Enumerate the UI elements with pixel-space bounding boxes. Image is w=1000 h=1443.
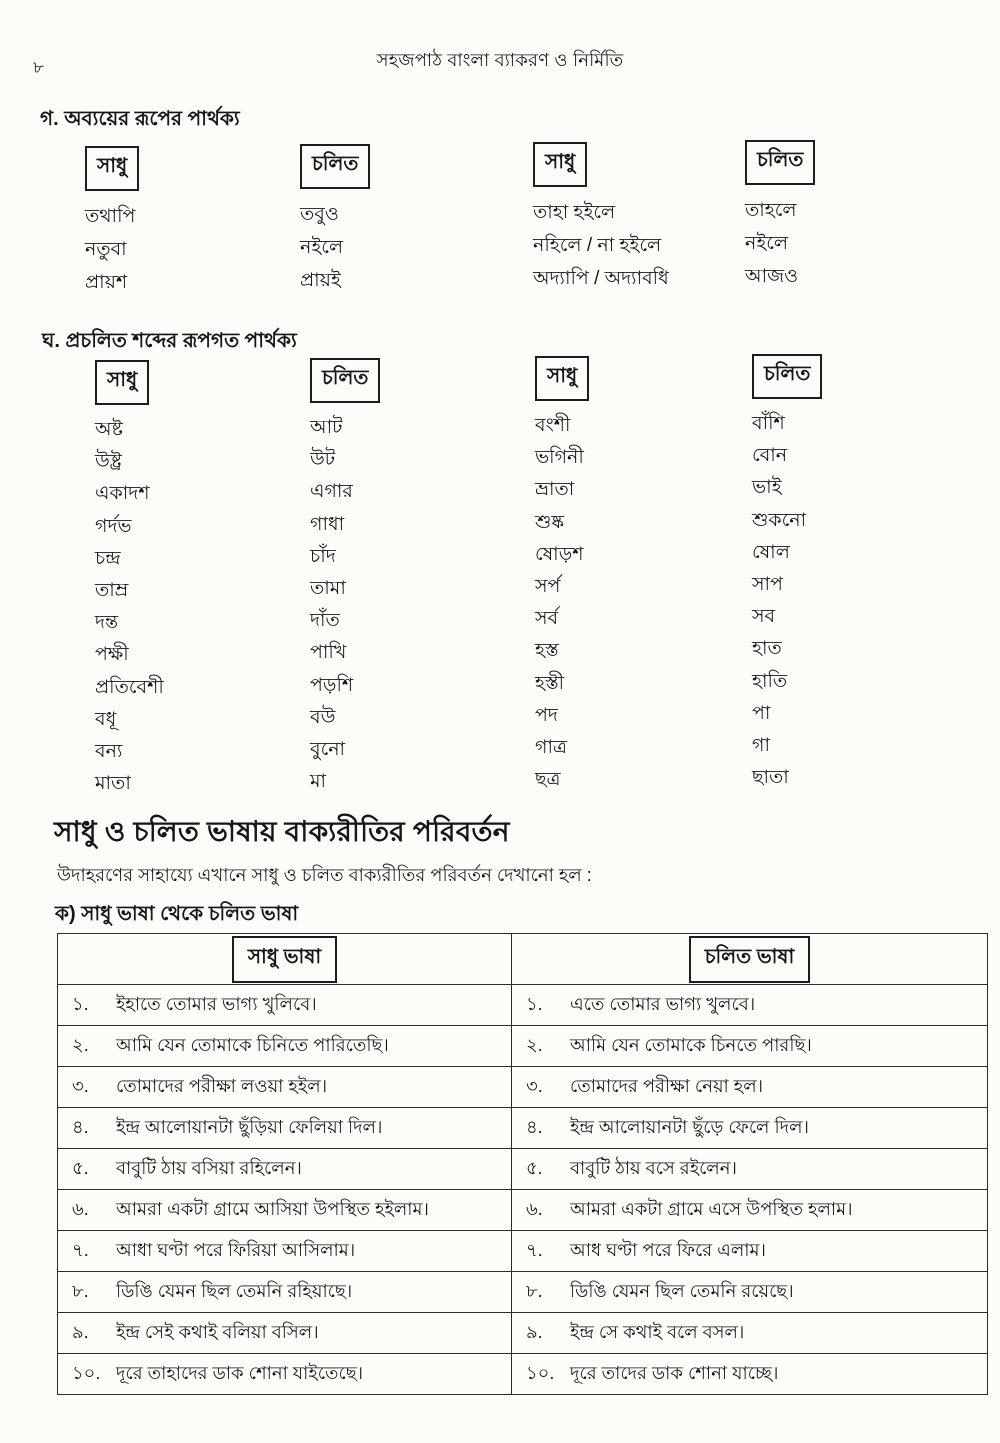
row-number: ৪. <box>72 1116 89 1137</box>
sadhu-box-label: সাধু <box>85 146 139 191</box>
cholit-sentence: ইন্দ্র আলোয়ানটা ছুঁড়ে ফেলে দিল। <box>570 1116 809 1137</box>
ga-group2-sadhu-column <box>533 142 669 295</box>
row-number: ১০. <box>526 1362 555 1383</box>
sadhu-sentence: বাবুটি ঠায় বসিয়া রহিলেন। <box>116 1157 302 1178</box>
cholit-box-label: চলিত <box>310 358 380 403</box>
table-row <box>58 1026 988 1067</box>
cholit-sentence: ডিঙি যেমন ছিল তেমনি রয়েছে। <box>570 1280 794 1301</box>
table-row <box>58 1231 988 1272</box>
row-number: ১০. <box>72 1362 101 1383</box>
word-item: বাঁশি <box>752 413 785 434</box>
word-item: পা <box>752 702 771 724</box>
word-item: ষোল <box>752 541 790 563</box>
word-item: তথাপি <box>85 206 136 227</box>
word-item: গাত্র <box>535 737 567 759</box>
gha-group1-sadhu-column <box>95 360 164 800</box>
table-header-row <box>58 934 988 985</box>
word-item: প্রতিবেশী <box>95 676 164 698</box>
row-number: ৯. <box>526 1321 543 1342</box>
conversion-heading: সাধু ও চলিত ভাষায় বাক্যরীতির পরিবর্তন <box>54 816 510 847</box>
word-item: অষ্ট <box>95 419 123 440</box>
word-item: ষোড়শ <box>535 543 584 565</box>
sadhu-sentence: তোমাদের পরীক্ষা লওয়া হইল। <box>116 1075 328 1096</box>
word-item: চন্দ্র <box>95 547 121 569</box>
sadhu-column-header: সাধু ভাষা <box>232 936 337 983</box>
row-number: ৫. <box>72 1157 89 1178</box>
table-row <box>58 1108 988 1149</box>
table-row <box>58 1067 988 1108</box>
row-number: ৮. <box>526 1280 543 1301</box>
word-item: মাতা <box>95 773 131 795</box>
ga-group2-cholit-column <box>745 140 815 293</box>
word-item: গাধা <box>310 513 345 535</box>
gha-group1-cholit-column <box>310 358 380 798</box>
section-ga-heading: গ. অব্যয়ের রূপের পার্থক্য <box>40 108 240 130</box>
word-item: শুষ্ক <box>535 511 565 533</box>
cholit-sentence: এতে তোমার ভাগ্য খুলবে। <box>570 993 756 1014</box>
row-number: ৮. <box>72 1280 89 1301</box>
table-row <box>58 1149 988 1190</box>
table-row <box>58 1313 988 1354</box>
word-item: শুকনো <box>752 509 807 531</box>
sadhu-sentence: ইন্দ্র সেই কথাই বলিয়া বসিল। <box>116 1321 319 1342</box>
word-item: মা <box>310 771 327 793</box>
word-item: তবুও <box>300 204 339 225</box>
row-number: ১. <box>526 993 543 1014</box>
cholit-sentence: তোমাদের পরীক্ষা নেয়া হল। <box>570 1075 764 1096</box>
word-item: সব <box>752 606 776 628</box>
cholit-sentence: বাবুটি ঠায় বসে রইলেন। <box>570 1157 737 1178</box>
sadhu-sentence: আমি যেন তোমাকে চিনিতে পারিতেছি। <box>116 1034 389 1055</box>
word-item: হাত <box>752 638 782 660</box>
sadhu-box-label: সাধু <box>95 360 149 405</box>
row-number: ৩. <box>72 1075 89 1096</box>
sadhu-sentence: আধা ঘণ্টা পরে ফিরিয়া আসিলাম। <box>116 1239 356 1260</box>
word-item: প্রায়শ <box>85 272 128 293</box>
word-item: পাখি <box>310 642 347 664</box>
word-item: বন্য <box>95 741 123 763</box>
word-item: নইলে <box>745 233 789 254</box>
word-item: অদ্যাপি / অদ্যাবধি <box>533 268 669 289</box>
cholit-sentence: আধ ঘণ্টা পরে ফিরে এলাম। <box>570 1239 766 1260</box>
row-number: ৭. <box>72 1239 89 1260</box>
word-item: ভগিনী <box>535 447 584 469</box>
table-row <box>58 985 988 1026</box>
word-item: নতুবা <box>85 239 127 260</box>
word-item: নহিলে / না হইলে <box>533 235 662 256</box>
word-item: পদ <box>535 704 558 726</box>
word-item: আজও <box>745 266 799 287</box>
word-item: ভ্রাতা <box>535 479 575 501</box>
ga-group1-cholit-column <box>300 144 370 297</box>
row-number: ৯. <box>72 1321 89 1342</box>
word-item: দন্ত <box>95 612 119 634</box>
sadhu-sentence: ইহাতে তোমার ভাগ্য খুলিবে। <box>116 993 317 1014</box>
word-item: আট <box>310 417 343 438</box>
cholit-box-label: চলিত <box>745 140 815 185</box>
word-item: তামা <box>310 578 346 600</box>
page-number: ৮ <box>33 58 45 77</box>
row-number: ৩. <box>526 1075 543 1096</box>
row-number: ৬. <box>72 1198 89 1219</box>
word-item: তাম্র <box>95 580 129 602</box>
sadhu-sentence: আমরা একটা গ্রামে আসিয়া উপস্থিত হইলাম। <box>116 1198 429 1219</box>
word-item: বুনো <box>310 739 346 761</box>
word-item: হস্তী <box>535 672 565 694</box>
row-number: ৬. <box>526 1198 543 1219</box>
ga-group1-sadhu-column <box>85 146 139 299</box>
conversion-subheading: ক) সাধু ভাষা থেকে চলিত ভাষা <box>55 903 299 925</box>
word-item: ছাতা <box>752 767 789 789</box>
section-gha-heading: ঘ. প্রচলিত শব্দের রূপগত পার্থক্য <box>42 330 297 352</box>
cholit-sentence: আমি যেন তোমাকে চিনতে পারছি। <box>570 1034 812 1055</box>
row-number: ১. <box>72 993 89 1014</box>
row-number: ৪. <box>526 1116 543 1137</box>
table-row <box>58 1272 988 1313</box>
sadhu-box-label: সাধু <box>533 142 587 187</box>
sadhu-sentence: ডিঙি যেমন ছিল তেমনি রহিয়াছে। <box>116 1280 353 1301</box>
cholit-sentence: দূরে তাদের ডাক শোনা যাচ্ছে। <box>570 1362 779 1383</box>
word-item: এগার <box>310 481 353 503</box>
word-item: হাতি <box>752 670 788 692</box>
cholit-sentence: আমরা একটা গ্রামে এসে উপস্থিত হলাম। <box>570 1198 853 1219</box>
cholit-box-label: চলিত <box>300 144 370 189</box>
word-item: দাঁত <box>310 610 340 632</box>
word-item: সাপ <box>752 574 783 596</box>
row-number: ২. <box>526 1034 543 1055</box>
word-item: উট <box>310 449 336 471</box>
sadhu-sentence: ইন্দ্র আলোয়ানটা ছুঁড়িয়া ফেলিয়া দিল। <box>116 1116 383 1137</box>
word-item: নইলে <box>300 237 344 258</box>
word-item: বোন <box>752 445 788 467</box>
cholit-sentence: ইন্দ্র সে কথাই বলে বসল। <box>570 1321 745 1342</box>
word-item: উষ্ট্র <box>95 451 122 473</box>
word-item: একাদশ <box>95 483 150 505</box>
sadhu-box-label: সাধু <box>535 356 589 401</box>
conversion-table <box>57 933 988 1395</box>
book-title: সহজপাঠ বাংলা ব্যাকরণ ও নির্মিতি <box>376 50 624 70</box>
word-item: গা <box>752 735 770 757</box>
word-item: বংশী <box>535 415 571 436</box>
word-item: হস্ত <box>535 640 559 662</box>
row-number: ২. <box>72 1034 89 1055</box>
word-item: ছত্র <box>535 769 561 791</box>
cholit-box-label: চলিত <box>752 354 822 399</box>
word-item: বউ <box>310 706 336 728</box>
word-item: সর্প <box>535 576 561 598</box>
word-item: পক্ষী <box>95 644 129 666</box>
word-item: বধূ <box>95 708 117 730</box>
table-row <box>58 1354 988 1395</box>
gha-group2-cholit-column <box>752 354 822 794</box>
gha-group2-sadhu-column <box>535 356 589 796</box>
sadhu-sentence: দূরে তাহাদের ডাক শোনা যাইতেছে। <box>116 1362 364 1383</box>
word-item: তাহা হইলে <box>533 202 616 223</box>
cholit-column-header: চলিত ভাষা <box>689 936 811 983</box>
row-number: ৫. <box>526 1157 543 1178</box>
word-item: পড়শি <box>310 674 354 696</box>
word-item: তাহলে <box>745 200 797 221</box>
word-item: প্রায়ই <box>300 270 341 291</box>
word-item: সর্ব <box>535 608 559 630</box>
row-number: ৭. <box>526 1239 543 1260</box>
word-item: চাঁদ <box>310 545 336 567</box>
conversion-intro: উদাহরণের সাহায্যে এখানে সাধু ও চলিত বাক্যরীতির পরিবর্তন দেখানো হল : <box>57 865 592 885</box>
word-item: ভাই <box>752 477 782 499</box>
table-row <box>58 1190 988 1231</box>
word-item: গর্দভ <box>95 515 132 537</box>
